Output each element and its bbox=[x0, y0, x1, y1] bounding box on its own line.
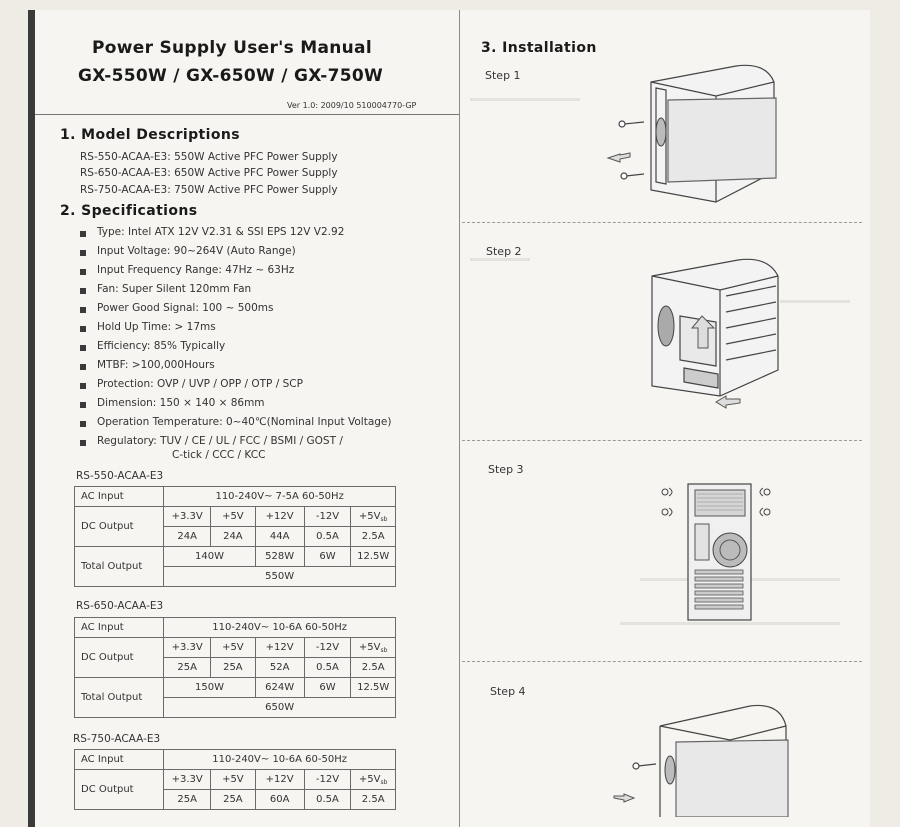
bullet-icon bbox=[80, 364, 86, 370]
table-caption: RS-750-ACAA-E3 bbox=[73, 733, 161, 745]
step-label: Step 3 bbox=[488, 463, 524, 476]
table-cell: Total Output bbox=[75, 547, 164, 587]
table-cell: AC Input bbox=[75, 487, 164, 507]
model-description-item: RS-550-ACAA-E3: 550W Active PFC Power Supply bbox=[80, 151, 338, 163]
output-table bbox=[74, 486, 396, 587]
header-rule bbox=[35, 114, 459, 115]
spec-item: Regulatory: TUV / CE / UL / FCC / BSMI / GOST / bbox=[97, 435, 343, 447]
step-label: Step 1 bbox=[485, 69, 521, 82]
table-cell: 0.5A bbox=[304, 527, 351, 547]
bullet-icon bbox=[80, 307, 86, 313]
table-cell: -12V bbox=[304, 507, 351, 527]
table-cell: 0.5A bbox=[304, 790, 351, 810]
table-cell: +5V bbox=[211, 507, 256, 527]
spec-item-continued: C-tick / CCC / KCC bbox=[172, 449, 266, 461]
rail-label: +5V bbox=[358, 774, 381, 785]
table-cell: DC Output bbox=[75, 770, 164, 810]
table-cell: 6W bbox=[304, 547, 351, 567]
bullet-icon bbox=[80, 231, 86, 237]
table-cell bbox=[351, 770, 396, 790]
table-cell: 25A bbox=[164, 790, 211, 810]
rail-subscript: sb bbox=[380, 779, 388, 786]
table-cell: -12V bbox=[304, 770, 351, 790]
step2-illustration bbox=[640, 256, 786, 412]
section-installation: 3. Installation bbox=[481, 40, 597, 56]
bullet-icon bbox=[80, 402, 86, 408]
rail-label: +5V bbox=[358, 642, 381, 653]
table-cell: +12V bbox=[255, 770, 304, 790]
table-cell: -12V bbox=[304, 638, 351, 658]
table-cell: 110-240V~ 10-6A 60-50Hz bbox=[164, 750, 396, 770]
bullet-icon bbox=[80, 440, 86, 446]
table-cell: +3.3V bbox=[164, 770, 211, 790]
step-divider bbox=[462, 661, 862, 662]
table-cell: 150W bbox=[164, 678, 255, 698]
table-cell bbox=[351, 507, 396, 527]
table-cell: DC Output bbox=[75, 638, 164, 678]
table-cell: +3.3V bbox=[164, 638, 211, 658]
table-caption: RS-650-ACAA-E3 bbox=[76, 600, 164, 612]
table-cell: 12.5W bbox=[351, 547, 396, 567]
table-cell: 624W bbox=[255, 678, 304, 698]
section-specifications: 2. Specifications bbox=[60, 203, 198, 219]
table-cell: 25A bbox=[211, 790, 256, 810]
table-cell: 110-240V~ 7-5A 60-50Hz bbox=[164, 487, 396, 507]
table-cell: 0.5A bbox=[304, 658, 351, 678]
table-cell: 550W bbox=[164, 567, 396, 587]
table-cell: 25A bbox=[164, 658, 211, 678]
version-info: Ver 1.0: 2009/10 510004770-GP bbox=[287, 101, 417, 110]
table-cell: 52A bbox=[255, 658, 304, 678]
table-cell: +3.3V bbox=[164, 507, 211, 527]
spec-item: Protection: OVP / UVP / OPP / OTP / SCP bbox=[97, 378, 303, 390]
table-cell: 2.5A bbox=[351, 790, 396, 810]
table-cell: AC Input bbox=[75, 618, 164, 638]
table-cell: 12.5W bbox=[351, 678, 396, 698]
show-through bbox=[470, 98, 580, 101]
bullet-icon bbox=[80, 326, 86, 332]
bullet-icon bbox=[80, 288, 86, 294]
table-cell: AC Input bbox=[75, 750, 164, 770]
table-cell: 140W bbox=[164, 547, 255, 567]
table-cell: 6W bbox=[304, 678, 351, 698]
column-divider bbox=[459, 10, 460, 827]
model-description-item: RS-750-ACAA-E3: 750W Active PFC Power Supply bbox=[80, 184, 338, 196]
table-cell: 110-240V~ 10-6A 60-50Hz bbox=[164, 618, 396, 638]
bullet-icon bbox=[80, 269, 86, 275]
table-cell: 2.5A bbox=[351, 658, 396, 678]
table-cell: 44A bbox=[255, 527, 304, 547]
table-cell: 24A bbox=[164, 527, 211, 547]
rail-subscript: sb bbox=[380, 647, 388, 654]
binding-edge bbox=[28, 10, 35, 827]
step3-illustration bbox=[655, 478, 775, 626]
section-model-descriptions: 1. Model Descriptions bbox=[60, 127, 240, 143]
spec-item: Fan: Super Silent 120mm Fan bbox=[97, 283, 252, 295]
show-through bbox=[780, 300, 850, 303]
spec-item: MTBF: >100,000Hours bbox=[97, 359, 215, 371]
spec-item: Power Good Signal: 100 ~ 500ms bbox=[97, 302, 274, 314]
spec-item: Operation Temperature: 0~40℃(Nominal Input Voltage) bbox=[97, 416, 392, 428]
manual-title: Power Supply User's Manual bbox=[92, 38, 372, 58]
step1-illustration bbox=[596, 62, 782, 220]
step-label: Step 4 bbox=[490, 685, 526, 698]
spec-item: Efficiency: 85% Typically bbox=[97, 340, 226, 352]
table-cell: 60A bbox=[255, 790, 304, 810]
output-table bbox=[74, 617, 396, 718]
show-through bbox=[470, 258, 530, 261]
spec-item: Input Voltage: 90~264V (Auto Range) bbox=[97, 245, 296, 257]
spec-item: Dimension: 150 × 140 × 86mm bbox=[97, 397, 265, 409]
spec-item: Type: Intel ATX 12V V2.31 & SSI EPS 12V V2.92 bbox=[97, 226, 345, 238]
table-caption: RS-550-ACAA-E3 bbox=[76, 470, 164, 482]
step4-illustration bbox=[610, 700, 790, 817]
bullet-icon bbox=[80, 421, 86, 427]
bullet-icon bbox=[80, 250, 86, 256]
table-cell: 2.5A bbox=[351, 527, 396, 547]
table-cell: +12V bbox=[255, 507, 304, 527]
table-cell: 650W bbox=[164, 698, 396, 718]
table-cell: DC Output bbox=[75, 507, 164, 547]
table-cell: 528W bbox=[255, 547, 304, 567]
table-cell: +5V bbox=[211, 638, 256, 658]
step-divider bbox=[462, 440, 862, 441]
model-description-item: RS-650-ACAA-E3: 650W Active PFC Power Supply bbox=[80, 167, 338, 179]
table-cell: 25A bbox=[211, 658, 256, 678]
bullet-icon bbox=[80, 383, 86, 389]
table-cell: Total Output bbox=[75, 678, 164, 718]
model-line-title: GX-550W / GX-650W / GX-750W bbox=[78, 66, 384, 86]
table-cell: +5V bbox=[211, 770, 256, 790]
table-cell: +12V bbox=[255, 638, 304, 658]
rail-subscript: sb bbox=[380, 516, 388, 523]
table-cell bbox=[351, 638, 396, 658]
table-cell: 24A bbox=[211, 527, 256, 547]
output-table bbox=[74, 749, 396, 810]
spec-item: Input Frequency Range: 47Hz ~ 63Hz bbox=[97, 264, 295, 276]
step-label: Step 2 bbox=[486, 245, 522, 258]
bullet-icon bbox=[80, 345, 86, 351]
rail-label: +5V bbox=[358, 511, 381, 522]
step-divider bbox=[462, 222, 862, 223]
spec-item: Hold Up Time: > 17ms bbox=[97, 321, 216, 333]
